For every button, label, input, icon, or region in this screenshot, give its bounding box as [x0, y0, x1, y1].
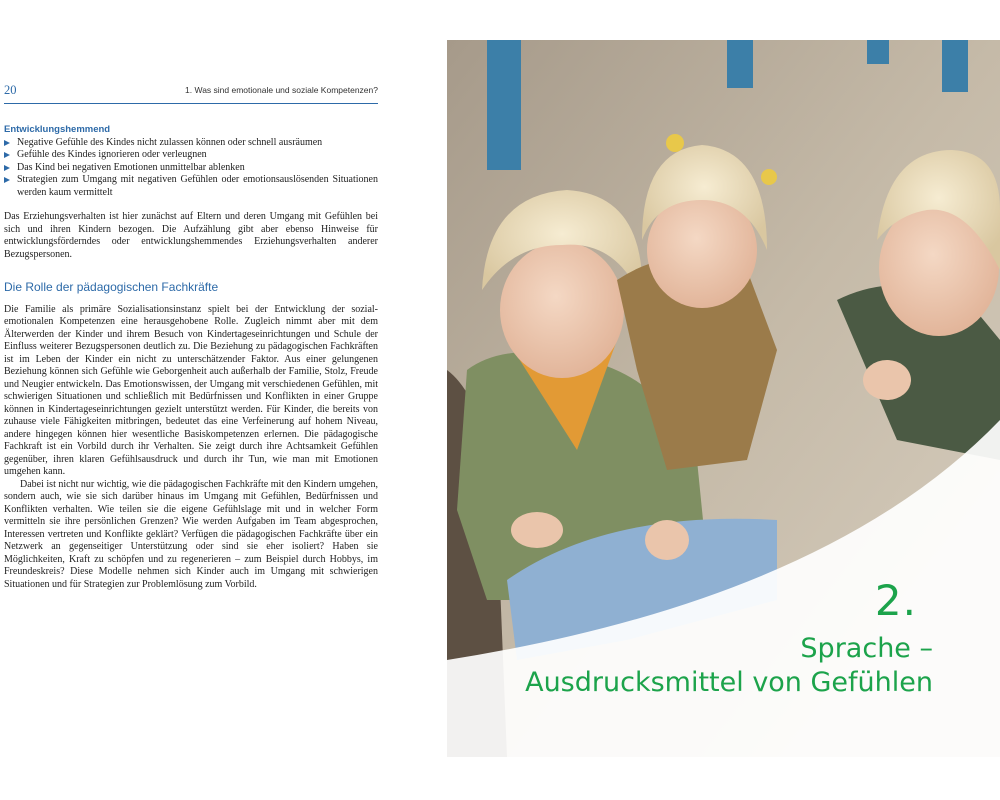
paragraph-3: Dabei ist nicht nur wichtig, wie die pädagogischen Fachkräfte mit den Kindern umgehen, sondern auch, wie sie sich darüber hinaus im Umgang mit Gefühlen, Bedürfnissen und Konflikten verhalten. Wie teilen sie die eigene Gefühlslage mit und in welcher Form vermitteln sie ihre persönlichen Grenzen? Wie werden Aufgaben im Team abgesprochen, Interessen vertreten und Konflikte geklärt? Verfügen die pädagogischen Fachkräfte über ein Netzwerk an gegenseitiger Unterstützung oder sind sie eher isoliert? Haben sie Möglichkeiten, Kraft zu schöpfen und zu regenerieren – zum Beispiel durch Hobbys, im Freundeskreis? Diese Modelle nehmen sich Kinder auch im Umgang mit schwierigen Situationen und für Strategien zur Problemlösung zum Vorbild.: [4, 478, 378, 590]
bullet-list: [4, 137, 378, 200]
paragraph-2: Die Familie als primäre Sozialisationsinstanz spielt bei der Entwicklung der sozial-emotionalen Kompetenzen eine herausgehobene Rolle. Zugleich nimmt aber mit dem Älterwerden der Kinder und ihrem Besuch von Kindertageseinrichtungen und Schule der Einfluss weiterer Bezugspersonen deutlich zu. Die Beziehung zu pädagogischen Fachkräften ist im Leben der Kinder ein nicht zu unterschätzender Faktor. Aus einer gelungenen Beziehung können sich Gefühle wie Geborgenheit auch außerhalb der Familie, Stolz, Freude und Neugier entwickeln. Das Emotionswissen, der Umgang mit verschiedenen Gefühlen, mit schwierigen Situationen und schließlich mit Bedürfnissen und Konflikten in einer Gruppe können in Kindertageseinrichtungen gezielt unterstützt werden. Für Kinder, die bereits von zuhause viele Fähigkeiten mitbringen, bedeutet das eine Verfeinerung auf hohem Niveau, andere hingegen können hier wesentliche Basiskompetenzen erlernen. Die pädagogische Fachkraft ist ein Vorbild durch ihr Verhalten. Sie zeigt durch ihre Achtsamkeit Gefühlen gegenüber, ihren klaren Gefühlsausdruck und durch ihr Tun, wie man mit Emotionen umgehen kann.: [4, 303, 378, 477]
bullet-item: Strategien zum Umgang mit negativen Gefühlen oder emotionsauslösenden Situationen werden kaum vermittelt: [4, 174, 378, 199]
body-text: [4, 124, 378, 591]
chapter-title-line2: Ausdrucksmittel von Gefühlen: [525, 667, 933, 698]
bullet-item: Negative Gefühle des Kindes nicht zulassen können oder schnell ausräumen: [4, 137, 378, 150]
bullet-triangle-icon: [4, 165, 10, 171]
paragraph-1: Das Erziehungsverhalten ist hier zunächst auf Eltern und deren Umgang mit Gefühlen bei sich und ihren Kindern bezogen. Die Aufzählung gibt aber ebenso Hinweise für entwicklungsförderndes oder entwicklungshemmendes Erziehungsverhalten anderer Bezugspersonen.: [4, 211, 378, 260]
chapter-title: [447, 632, 933, 700]
running-head: [4, 83, 378, 104]
bullet-item: Gefühle des Kindes ignorieren oder verleugnen: [4, 149, 378, 162]
running-head-chapter: 1. Was sind emotionale und soziale Kompetenzen?: [185, 85, 378, 95]
left-page: [0, 0, 447, 800]
chapter-number: 2.: [874, 576, 917, 625]
bullet-triangle-icon: [4, 177, 10, 183]
page-number: 20: [4, 83, 17, 97]
section-heading: Die Rolle der pädagogischen Fachkräfte: [4, 280, 219, 294]
bullet-triangle-icon: [4, 140, 10, 146]
bullet-item: Das Kind bei negativen Emotionen unmittelbar ablenken: [4, 162, 378, 175]
chapter-title-line1: Sprache –: [800, 633, 933, 664]
bullet-triangle-icon: [4, 152, 10, 158]
right-page: [447, 40, 1000, 757]
subheading: Entwicklungshemmend: [4, 124, 111, 135]
